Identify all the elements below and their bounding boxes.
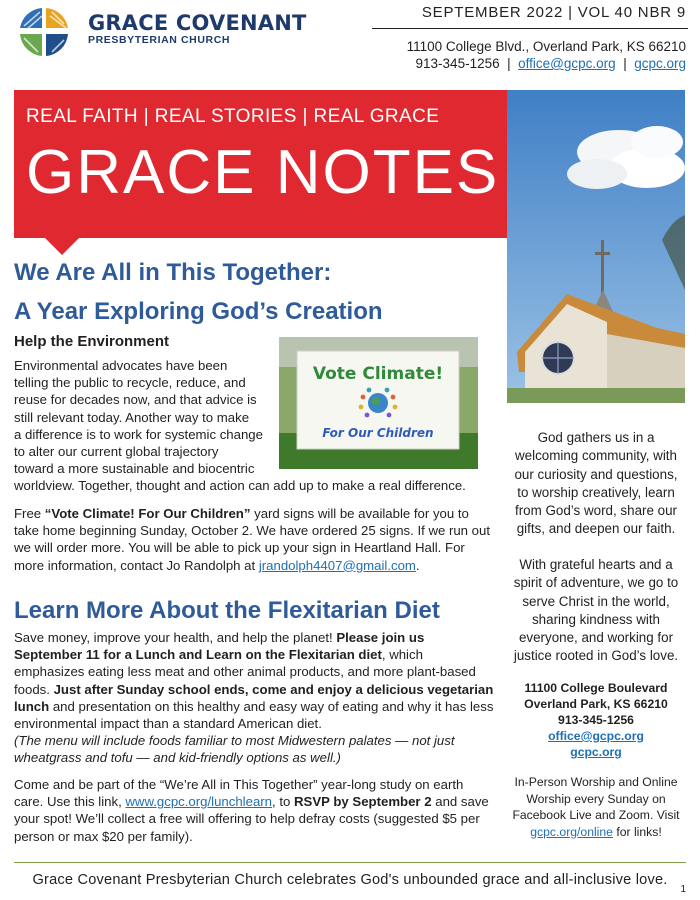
article2-title: Learn More About the Flexitarian Diet <box>14 597 440 624</box>
contact-email-link[interactable]: jrandolph4407@gmail.com <box>258 557 416 573</box>
a2-menu-note: (The menu will include foods familiar to most Midwestern palates — not just wheatgrass and tofu — and kid-friendly options as well.) <box>14 733 455 766</box>
header-contact-line <box>407 55 686 72</box>
a2-text: and presentation on this healthy and easy way of eating and why it has less environmental impact than a standard American diet. <box>14 698 494 732</box>
p1-line: Environmental advocates have been <box>14 358 228 373</box>
p1-line: reuse for decades now, and that advice is <box>14 392 257 408</box>
footer-divider <box>14 862 686 863</box>
footer-motto: Grace Covenant Presbyterian Church celebrates God's unbounded grace and all-inclusive love. <box>32 872 668 888</box>
article1-subhead: Help the Environment <box>14 333 170 350</box>
worship-text: In-Person Worship and Online Worship every Sunday on Facebook Live and Zoom. Visit <box>512 775 680 822</box>
sidebar-address-line1: 11100 College Boulevard <box>524 681 668 695</box>
sidebar-email-link[interactable]: office@gcpc.org <box>548 729 644 743</box>
lunchlearn-link[interactable]: www.gcpc.org/lunchlearn <box>125 794 273 810</box>
a2-bold-lunch: Just after Sunday school ends, come and enjoy a delicious vegetarian lunch <box>14 681 494 714</box>
p1-line: worldview. Together, thought and action can add up to make a real difference. <box>14 478 466 494</box>
page-number: 1 <box>680 884 686 895</box>
p1-line: a difference is to work for systemic change <box>14 426 263 442</box>
a2-text: , which emphasizes eating less meat and other animal products, and more plant-based foods. <box>14 647 476 697</box>
sign-text-for-our-children: For Our Children <box>322 426 434 440</box>
p1-line: toward a more sustainable and biocentric <box>14 461 255 477</box>
banner-pointer <box>44 237 80 255</box>
header-email-link[interactable]: office@gcpc.org <box>518 56 616 71</box>
mission-statement-2: With grateful hearts and a spirit of adventure, we go to serve Christ in the world, sharing kindness with everyone, and working for justice rooted in God’s love. <box>513 557 679 664</box>
article1-title-line1: We Are All in This Together: <box>14 259 332 286</box>
worship-info <box>508 774 684 840</box>
p1-line: telling the public to recycle, reduce, and <box>14 375 246 391</box>
p2-text: yard signs will be available for you to take home beginning Sunday, October 2. We have ordered 25 signs. If we run out we will order more. You will be able to pick up your sign in Heartland Hall. For more information, contact Jo Randolph at <box>14 506 491 573</box>
rsvp-deadline: RSVP by September 2 <box>294 794 432 810</box>
sidebar-phone: 913-345-1256 <box>558 713 634 727</box>
p2-sign-name: “Vote Climate! For Our Children” <box>44 506 251 521</box>
p2-text: Free <box>14 506 45 521</box>
separator: | <box>507 56 511 71</box>
a2-text: Save money, improve your health, and help the planet! <box>14 630 337 645</box>
issue-info: SEPTEMBER 2022 | VOL 40 NBR 9 <box>421 4 686 21</box>
online-worship-link[interactable]: gcpc.org/online <box>530 824 613 839</box>
p1-line: still relevant today. Another way to make <box>14 409 250 425</box>
sidebar-address-line2: Overland Park, KS 66210 <box>524 697 668 711</box>
header-address: 11100 College Blvd., Overland Park, KS 66210 <box>406 39 686 54</box>
p1-line: to alter our current global trajectory <box>14 444 219 460</box>
header-website-link[interactable]: gcpc.org <box>634 56 686 71</box>
header-contact <box>407 38 686 72</box>
vote-climate-sign-photo <box>279 337 478 469</box>
p2-end: . <box>415 557 420 573</box>
masthead-banner <box>14 90 507 238</box>
a2-bold-event: Please join us September 11 for a Lunch and Learn on the Flexitarian diet <box>14 630 425 663</box>
header-divider <box>372 28 688 29</box>
org-name: GRACE COVENANT <box>88 11 307 35</box>
church-logo-icon <box>14 4 74 60</box>
organization-name <box>88 12 307 47</box>
article2-paragraph1 <box>14 629 494 767</box>
sidebar-website-link[interactable]: gcpc.org <box>570 745 622 759</box>
sign-text-vote-climate: Vote Climate! <box>312 364 444 384</box>
article2-paragraph2 <box>14 776 494 845</box>
a2p2-text: , to <box>272 794 295 810</box>
newsletter-title: GRACE NOTES <box>26 138 500 207</box>
worship-text-end: for links! <box>612 824 662 839</box>
article1-title-line2: A Year Exploring God’s Creation <box>14 298 383 325</box>
separator: | <box>623 56 627 71</box>
article1-paragraph2 <box>14 505 492 574</box>
church-photo <box>507 90 685 403</box>
org-subtitle: PRESBYTERIAN CHURCH <box>88 34 231 46</box>
a2p2-text: Come and be part of the “We’re All in This Together” year-long study on earth care. Use this link, <box>14 777 464 810</box>
banner-tagline: REAL FAITH | REAL STORIES | REAL GRACE <box>26 106 440 127</box>
sidebar-contact <box>508 680 684 760</box>
mission-statement-1: God gathers us in a welcoming community, with our curiosity and questions, to worship creatively, learn from God’s word, share our gifts, and deepen our faith. <box>514 430 678 537</box>
a2p2-text: and save your spot! We’ll collect a free will offering to help defray costs (suggested $5 per person or max $20 per family). <box>14 794 489 844</box>
header-phone: 913-345-1256 <box>415 56 500 71</box>
